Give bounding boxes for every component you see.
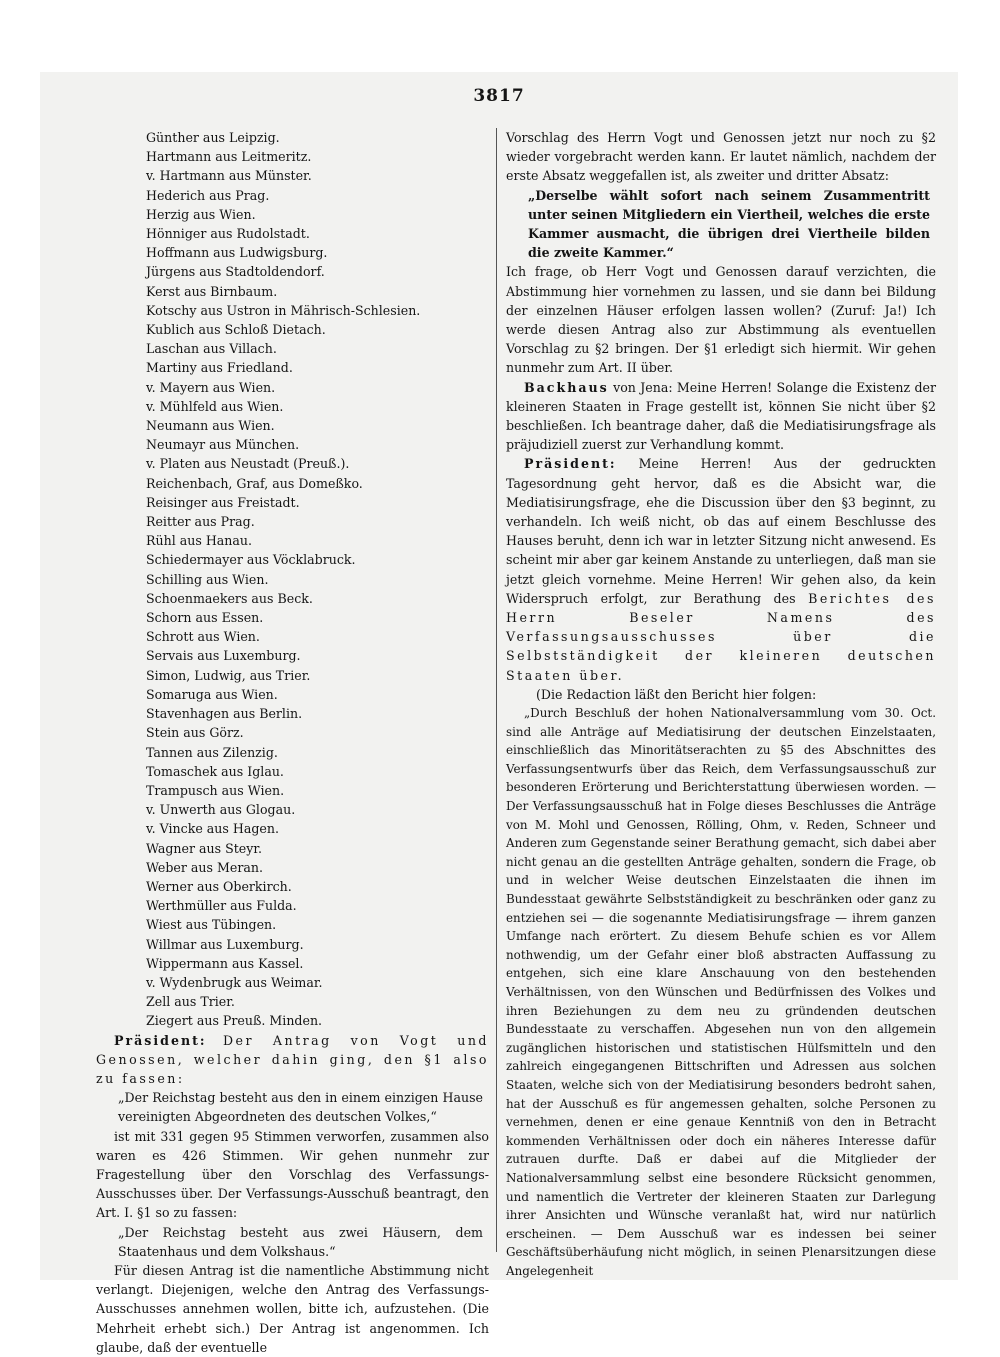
list-item: Neumayr aus München. xyxy=(146,437,300,453)
paragraph-text: Vorschlag des Herrn Vogt und Genossen jetzt nur noch zu §2 wieder vorgebracht werden kann. Er lautet nämlich, nachdem der erste Absatz weggefallen ist, als zweiter und dritter Absatz: xyxy=(506,130,936,184)
list-item: Rühl aus Hanau. xyxy=(146,533,253,549)
vote-name-list xyxy=(96,128,489,1031)
paragraph-text: Meine Herren! Aus der gedruckten Tagesordnung geht hervor, daß es die Absicht war, die Mediatisirungsfrage, ehe die Discussion über den §3 beginnt, zu verhandeln. Ich weiß nicht, ob das auf einem Beschlusse des Hauses beruht, denn ich war in letzter Sitzung nicht anwesend. Es scheint mir aber gar keinem Anstande zu unterliegen, daß man sie jetzt gleich vornehme. Meine Herren! Wir gehen also, da kein Widerspruch erfolgt, zur Berathung des xyxy=(506,456,936,606)
list-item: Laschan aus Villach. xyxy=(146,341,277,357)
paragraph-text: ist mit 331 gegen 95 Stimmen verworfen, zusammen also waren es 426 Stimmen. Wir gehen nunmehr zur Fragestellung über den Vorschlag des Verfassungs-Ausschusses über. Der Verfassungs-Ausschuß beantragt, den Art. I. §1 so zu fassen: xyxy=(96,1128,489,1221)
speaker-name: Präsident: xyxy=(114,1032,207,1048)
report-text: „Durch Beschluß der hohen Nationalversammlung vom 30. Oct. sind alle Anträge auf Mediatisirung der deutschen Einzelstaaten, einschließlich das Minoritätserachten zu §5 des Abschnittes des Verfassungsentwurfs über das Reich, dem Verfassungsausschuß zur besonderen Erörterung und Berichterstattung überwiesen worden. — Der Verfassungsausschuß hat in Folge dieses Beschlusses die Anträge von M. Mohl und Genossen, Rölling, Ohm, v. Reden, Schneer und Anderen zum Gegenstande seiner Berathung gemacht, sich dabei aber nicht genau an die gestellten Anträge gehalten, sondern die Frage, ob und in welcher Weise deutschen Einzelstaaten die ihnen im Bundesstaat gewährte Selbstständigkeit zu beschränken oder ganz zu entziehen sei — die sogenannte Mediatisirungsfrage — ihrem ganzen Umfange nach erörtert. Zu diesem Behufe schien es vor Allem nothwendig, um der Gefahr einer bloß abstracten Auffassung zu entgehen, sich eine klare Anschauung von den bestehenden Verhältnissen, von den Wünschen und Bedürfnissen des Volkes und ihren Beziehungen zu dem neu zu gründenden deutschen Bundesstaate zu verschaffen. Abgesehen nun von den allgemein zugänglichen historischen und statistischen Hülfsmitteln und den zahlreich eingegangenen Bittschriften und Adressen aus solchen Staaten, welche sich von der Mediatisirung besonders bedroht sahen, hat der Ausschuß es für angemessen gehalten, solche Personen zu vernehmen, denen er eine genaue Kenntniß von den in Betracht kommenden Verhältnissen oder doch ein näheres Interesse dafür zutrauen durfte. Daß er dabei auf die Mitglieder der Nationalversammlung selbst eine besondere Rücksicht genommen, und namentlich die Vertreter der kleineren Staaten zur Darlegung ihrer Ansichten und Wünsche veranlaßt hat, wird nur natürlich erscheinen. — Dem Ausschuß war es indessen bei seiner Geschäftsüberhäufung nicht möglich, in seinen Plenarsitzungen diese Angelegenheit xyxy=(506,706,936,1278)
backhaus-statement xyxy=(506,378,936,455)
quoted-text: „Der Reichstag besteht aus den in einem einzigen Hause vereinigten Abgeordneten des deutschen Volkes,“ xyxy=(118,1090,483,1125)
list-item: Kerst aus Birnbaum. xyxy=(146,283,278,299)
list-item: Jürgens aus Stadtoldendorf. xyxy=(146,264,325,280)
redaction-note: (Die Redaction läßt den Bericht hier folgen: xyxy=(536,686,817,702)
quoted-text: „Der Reichstag besteht aus zwei Häusern, dem Staatenhaus und dem Volkshaus.“ xyxy=(118,1224,483,1259)
paragraph-text: Der Antrag von Vogt und Genossen, welcher dahin ging, den §1 also zu fassen: xyxy=(96,1032,489,1086)
list-item: v. Wydenbrugk aus Weimar. xyxy=(146,974,323,990)
list-item: Schrott aus Wien. xyxy=(146,629,260,645)
list-item: Wiest aus Tübingen. xyxy=(146,917,277,933)
list-item: Wagner aus Steyr. xyxy=(146,840,262,856)
quoted-text: „Derselbe wählt sofort nach seinem Zusammentritt unter seinen Mitgliedern ein Viertheil, welches die erste Kammer ausmacht, die übrigen drei Viertheile bilden die zweite Kammer.“ xyxy=(528,187,930,261)
list-item: Schilling aus Wien. xyxy=(146,571,269,587)
list-item: v. Platen aus Neustadt (Preuß.). xyxy=(146,456,350,472)
list-item: Martiny aus Friedland. xyxy=(146,360,293,376)
list-item: Willmar aus Luxemburg. xyxy=(146,936,304,952)
left-column xyxy=(96,128,489,1357)
list-item: Herzig aus Wien. xyxy=(146,206,256,222)
speaker-name: Präsident: xyxy=(524,456,617,472)
list-item: Schiedermayer aus Vöcklabruck. xyxy=(146,552,356,568)
list-item: Tomaschek aus Iglau. xyxy=(146,763,284,779)
list-item: Schoenmaekers aus Beck. xyxy=(146,590,313,606)
list-item: Werthmüller aus Fulda. xyxy=(146,898,297,914)
list-item: Kotschy aus Ustron in Mährisch-Schlesien. xyxy=(146,302,421,318)
list-item: Wippermann aus Kassel. xyxy=(146,955,304,971)
list-item: v. Mayern aus Wien. xyxy=(146,379,276,395)
list-item: Trampusch aus Wien. xyxy=(146,782,285,798)
list-item: Werner aus Oberkirch. xyxy=(146,878,292,894)
column-divider xyxy=(496,128,497,1252)
list-item: Reisinger aus Freistadt. xyxy=(146,494,300,510)
list-item: Simon, Ludwig, aus Trier. xyxy=(146,667,311,683)
list-item: Tannen aus Zilenzig. xyxy=(146,744,278,760)
list-item: v. Vincke aus Hagen. xyxy=(146,821,279,837)
paragraph-text: Für diesen Antrag ist die namentliche Abstimmung nicht verlangt. Diejenigen, welche den Antrag des Verfassungs-Ausschusses annehmen wollen, bitte ich, aufzustehen. (Die Mehrheit erhebt sich.) Der Antrag ist angenommen. Ich glaube, daß der eventuelle xyxy=(96,1262,489,1355)
list-item: v. Mühlfeld aus Wien. xyxy=(146,398,284,414)
paragraph-text: von Jena: Meine Herren! Solange die Existenz der kleineren Staaten in Frage gestellt ist, können Sie nicht über §2 beschließen. Ich beantrage daher, daß die Mediatisirungsfrage als präjudiziell zuerst zur Verhandlung kommt. xyxy=(506,379,936,453)
paragraph-text: Ich frage, ob Herr Vogt und Genossen darauf verzichten, die Abstimmung hier vornehmen zu lassen, und sie dann bei Bildung der einzelnen Häuser erfolgen lassen wollen? (Zuruf: Ja!) Ich werde diesen Antrag also zur Abstimmung als eventuellen Vorschlag zu §2 bringen. Der §1 erledigt sich hiermit. Wir gehen nunmehr zum Art. II über. xyxy=(506,264,936,376)
newspaper-page xyxy=(40,72,958,1355)
list-item: Stein aus Görz. xyxy=(146,725,244,741)
list-item: Neumann aus Wien. xyxy=(146,418,275,434)
list-item: Kublich aus Schloß Dietach. xyxy=(146,322,326,338)
list-item: Reichenbach, Graf, aus Domeßko. xyxy=(146,475,363,491)
list-item: Stavenhagen aus Berlin. xyxy=(146,706,303,722)
page-number: 3817 xyxy=(473,86,525,106)
president-statement xyxy=(96,1031,489,1089)
list-item: v. Unwerth aus Glogau. xyxy=(146,802,296,818)
list-item: Hönniger aus Rudolstadt. xyxy=(146,226,310,242)
president-statement xyxy=(506,454,936,684)
speaker-name: Backhaus xyxy=(524,379,609,395)
list-item: Weber aus Meran. xyxy=(146,859,263,875)
list-item: Günther aus Leipzig. xyxy=(146,130,280,145)
list-item: v. Hartmann aus Münster. xyxy=(146,168,312,184)
list-item: Zell aus Trier. xyxy=(146,994,235,1010)
list-item: Hederich aus Prag. xyxy=(146,187,270,203)
list-item: Servais aus Luxemburg. xyxy=(146,648,301,664)
list-item: Hartmann aus Leitmeritz. xyxy=(146,149,312,165)
list-item: Reitter aus Prag. xyxy=(146,514,255,530)
list-item: Somaruga aus Wien. xyxy=(146,686,278,702)
list-item: Schorn aus Essen. xyxy=(146,610,264,626)
right-column xyxy=(506,128,936,1281)
list-item: Ziegert aus Preuß. Minden. xyxy=(146,1013,323,1029)
report-title: Berichtes des Herrn Beseler Namens des Verfassungsausschusses über die Selbstständigkeit der kleineren deutschen Staaten über. xyxy=(506,590,936,683)
list-item: Hoffmann aus Ludwigsburg. xyxy=(146,245,328,261)
